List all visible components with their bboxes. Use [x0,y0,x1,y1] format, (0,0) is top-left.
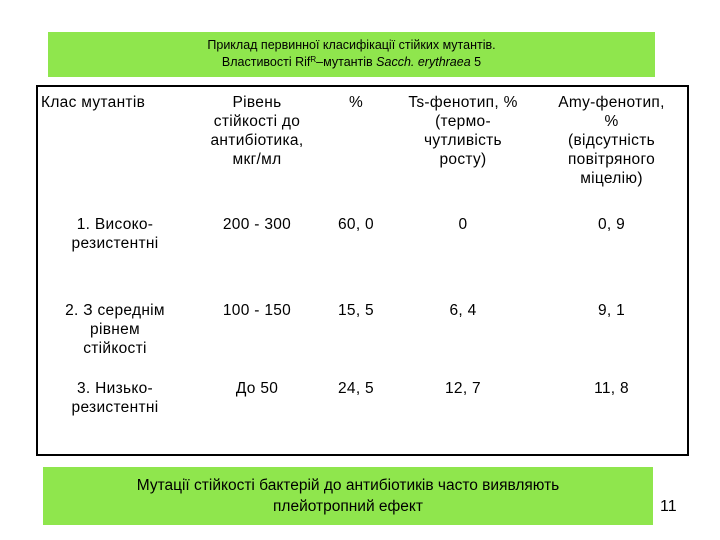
title-line-1: Приклад первинної класифікації стійких мутантів. [207,38,496,52]
cell-line: (відсутність [567,132,655,149]
table-row [38,209,687,295]
cell-resistance-level [192,295,322,373]
cell-resistance-level [192,373,322,454]
cell-line: До 50 [235,380,279,397]
cell-line: чутливість [424,132,502,149]
cell-line: рівнем [90,321,140,338]
cell-class [38,373,192,454]
table-row [38,295,687,373]
cell-line: 2. З середнім [65,302,165,319]
title-line-2 [48,54,655,71]
cell-percent [322,209,390,295]
cell-amy-phenotype [536,87,687,209]
cell-line: 12, 7 [445,380,481,397]
cell-amy-phenotype [536,295,687,373]
cell-line: 3. Низько- [76,380,153,397]
cell-line: Рівень [232,94,282,111]
cell-line: антибіотика, [210,132,304,149]
cell-line: стійкості до [213,113,301,130]
cell-ts-phenotype [390,373,536,454]
cell-line: 1. Високо- [76,216,154,233]
title-prefix: Властивості Rif [221,55,311,69]
cell-line: 11, 8 [594,380,629,397]
title-species: Sacch. erythraea [376,55,471,69]
title-superscript: R [310,55,317,64]
cell-line: мкг/мл [232,151,282,168]
cell-line: резистентні [71,399,159,416]
cell-line: 100 - 150 [222,302,292,319]
cell-percent [322,87,390,209]
cell-line: % [348,94,364,111]
cell-line: 6, 4 [449,302,477,319]
cell-amy-phenotype [536,373,687,454]
cell-line: міцелію) [580,170,643,187]
conclusion-note [43,467,653,525]
slide-title [48,32,655,77]
cell-line: 9, 1 [597,302,626,319]
table-grid [38,87,687,454]
cell-line: Amy-фенотип, [558,94,665,111]
header-row [38,87,687,209]
table-row [38,373,687,454]
cell-resistance-level [192,87,322,209]
page-number: 11 [660,498,677,515]
cell-resistance-level [192,209,322,295]
cell-ts-phenotype [390,87,536,209]
cell-class [38,209,192,295]
cell-percent [322,295,390,373]
cell-line: росту) [439,151,487,168]
note-line-2: плейотропний ефект [273,498,423,515]
cell-line: 0 [458,216,468,233]
note-line-1: Мутації стійкості бактерій до антибіотиків часто виявляють [136,477,560,494]
title-suffix: 5 [470,55,482,69]
cell-ts-phenotype [390,209,536,295]
cell-line: (термо- [435,113,491,130]
cell-percent [322,373,390,454]
cell-line: 24, 5 [338,380,374,397]
cell-line: стійкості [83,340,147,357]
cell-line: % [604,113,619,130]
cell-line: 200 - 300 [222,216,292,233]
cell-line: 15, 5 [338,302,374,319]
mutant-classification-table [36,85,689,456]
cell-line: Клас мутантів [41,94,146,111]
cell-line: 0, 9 [597,216,626,233]
cell-class [38,87,192,209]
title-middle: –мутантів [316,55,377,69]
cell-amy-phenotype [536,209,687,295]
cell-line: повітряного [567,151,656,168]
cell-line: Ts-фенотип, % [408,94,518,111]
cell-line: 60, 0 [338,216,374,233]
cell-class [38,295,192,373]
cell-ts-phenotype [390,295,536,373]
cell-line: резистентні [71,235,159,252]
